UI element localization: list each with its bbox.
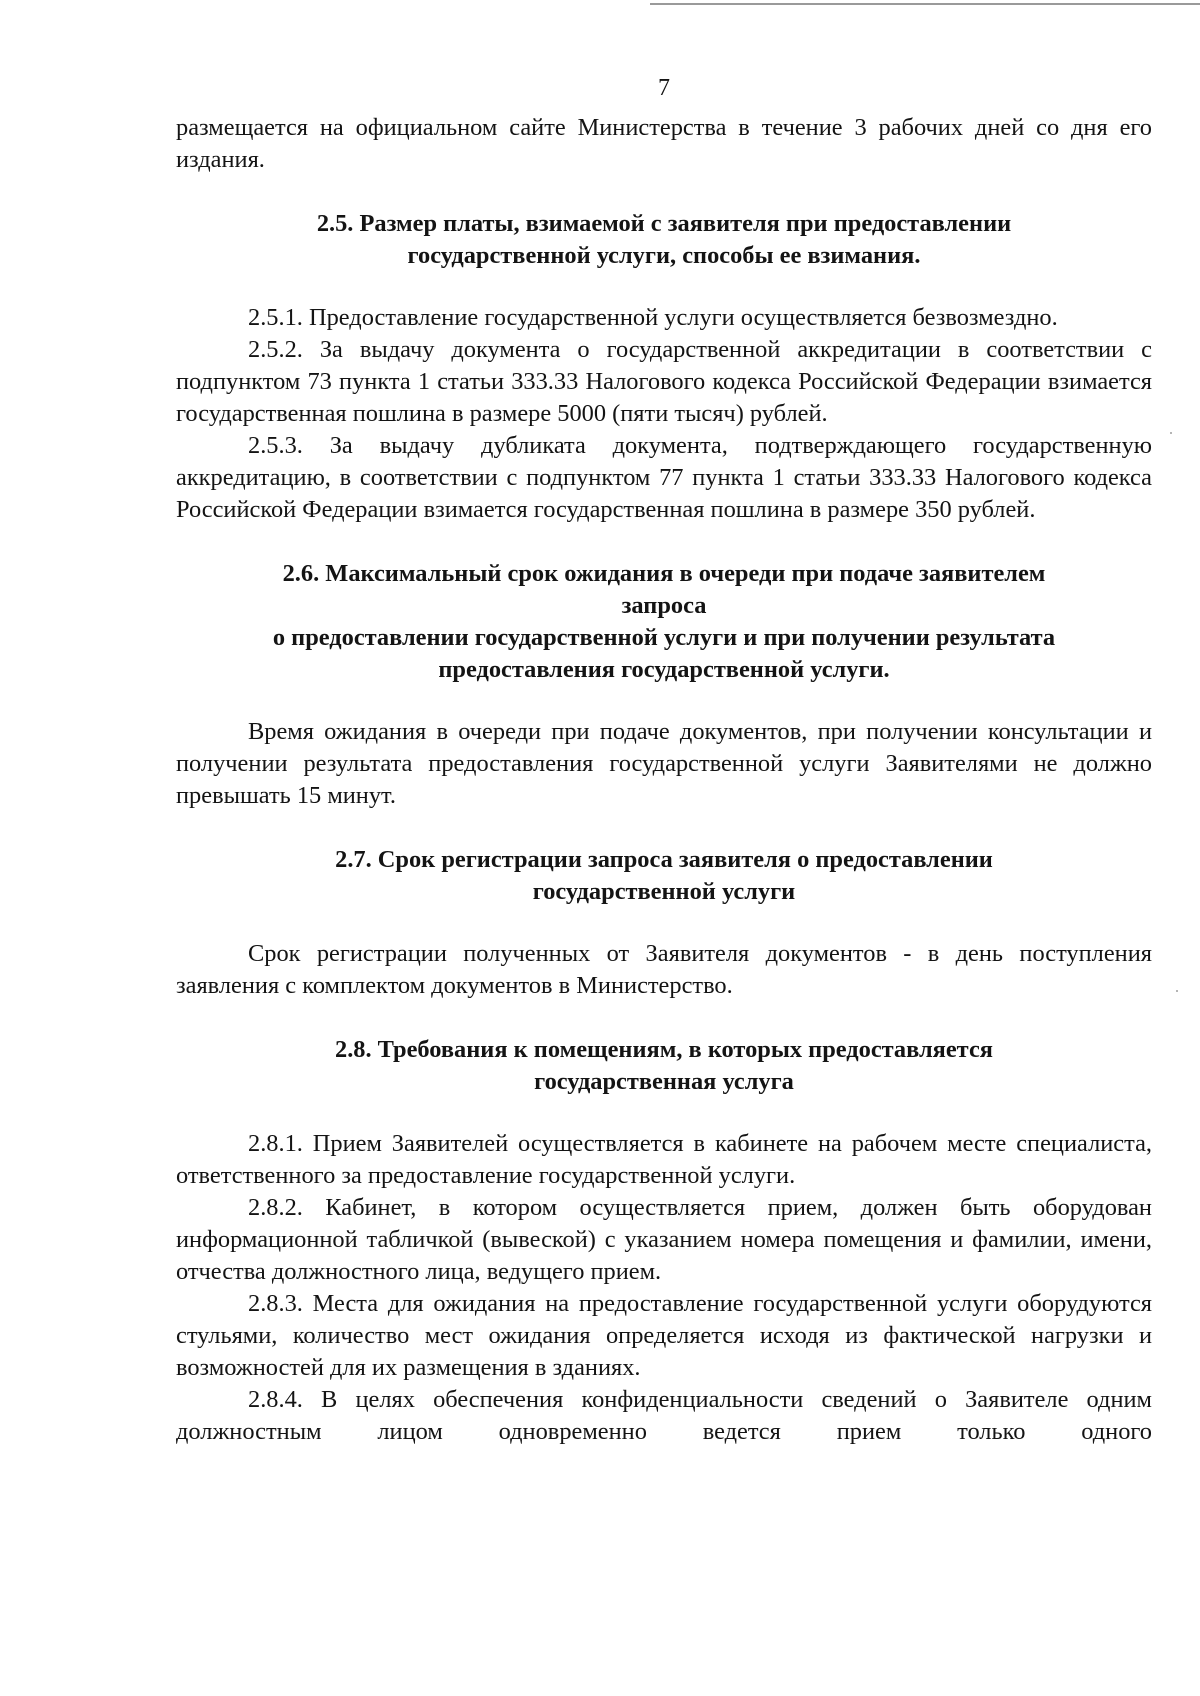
section-2-8 bbox=[176, 1034, 1152, 1448]
paragraph-2-8-1: 2.8.1. Прием Заявителей осуществляется в кабинете на рабочем месте специалиста, ответственного за предоставление государственной услуги. bbox=[176, 1130, 1152, 1189]
paragraph-2-8-3: 2.8.3. Места для ожидания на предоставление государственной услуги оборудуются стульями, количество мест ожидания определяется исходя из фактической нагрузки и возможностей для их размещения в зданиях. bbox=[176, 1290, 1152, 1381]
heading-line: государственной услуги, способы ее взимания. bbox=[407, 242, 921, 269]
heading-line: 2.8. Требования к помещениям, в которых предоставляется bbox=[335, 1036, 993, 1063]
heading-line: 2.6. Максимальный срок ожидания в очереди при подаче заявителем bbox=[282, 560, 1046, 587]
heading-line: 2.7. Срок регистрации запроса заявителя о предоставлении bbox=[335, 846, 993, 873]
heading-line: предоставления государственной услуги. bbox=[438, 656, 890, 683]
section-2-5-heading bbox=[176, 208, 1152, 272]
section-2-6 bbox=[176, 558, 1152, 812]
heading-line: запроса bbox=[621, 592, 707, 619]
section-2-8-heading bbox=[176, 1034, 1152, 1098]
paragraph-2-5-3: 2.5.3. За выдачу дубликата документа, подтверждающего государственную аккредитацию, в соответствии с подпунктом 77 пункта 1 статьи 333.33 Налогового кодекса Российской Федерации взимается государственная пошлина в размере 350 рублей. bbox=[176, 432, 1152, 523]
heading-line: государственная услуга bbox=[534, 1068, 794, 1095]
scan-speck bbox=[1176, 990, 1178, 992]
heading-line: 2.5. Размер платы, взимаемой с заявителя при предоставлении bbox=[316, 210, 1012, 237]
heading-line: государственной услуги bbox=[532, 878, 796, 905]
intro-paragraph: размещается на официальном сайте Министерства в течение 3 рабочих дней со дня его издания. bbox=[176, 114, 1152, 173]
scan-edge-line bbox=[650, 3, 1200, 5]
paragraph-2-6-text: Время ожидания в очереди при подаче документов, при получении консультации и получении результата предоставления государственной услуги Заявителями не должно превышать 15 минут. bbox=[176, 718, 1152, 809]
section-2-5 bbox=[176, 208, 1152, 526]
paragraph-2-8-4: 2.8.4. В целях обеспечения конфиденциальности сведений о Заявителе одним должностным лицом одновременно ведется прием только одного bbox=[176, 1386, 1152, 1445]
heading-line: о предоставлении государственной услуги и при получении результата bbox=[272, 624, 1056, 651]
scan-speck bbox=[1170, 432, 1172, 434]
page-number: 7 bbox=[658, 75, 670, 101]
section-2-6-heading bbox=[176, 558, 1152, 686]
section-2-7 bbox=[176, 844, 1152, 1002]
paragraph-2-8-2: 2.8.2. Кабинет, в котором осуществляется прием, должен быть оборудован информационной табличкой (вывеской) с указанием номера помещения и фамилии, имени, отчества должностного лица, ведущего прием. bbox=[176, 1194, 1152, 1285]
paragraph-2-5-1: 2.5.1. Предоставление государственной услуги осуществляется безвозмездно. bbox=[248, 304, 1058, 331]
section-2-7-heading bbox=[176, 844, 1152, 908]
paragraph-2-7-text: Срок регистрации полученных от Заявителя документов - в день поступления заявления с комплектом документов в Министерство. bbox=[176, 940, 1152, 999]
paragraph-2-5-2: 2.5.2. За выдачу документа о государственной аккредитации в соответствии с подпунктом 73 пункта 1 статьи 333.33 Налогового кодекса Российской Федерации взимается государственная пошлина в размере 5000 (пяти тысяч) рублей. bbox=[176, 336, 1152, 427]
document-page bbox=[176, 72, 1152, 1448]
